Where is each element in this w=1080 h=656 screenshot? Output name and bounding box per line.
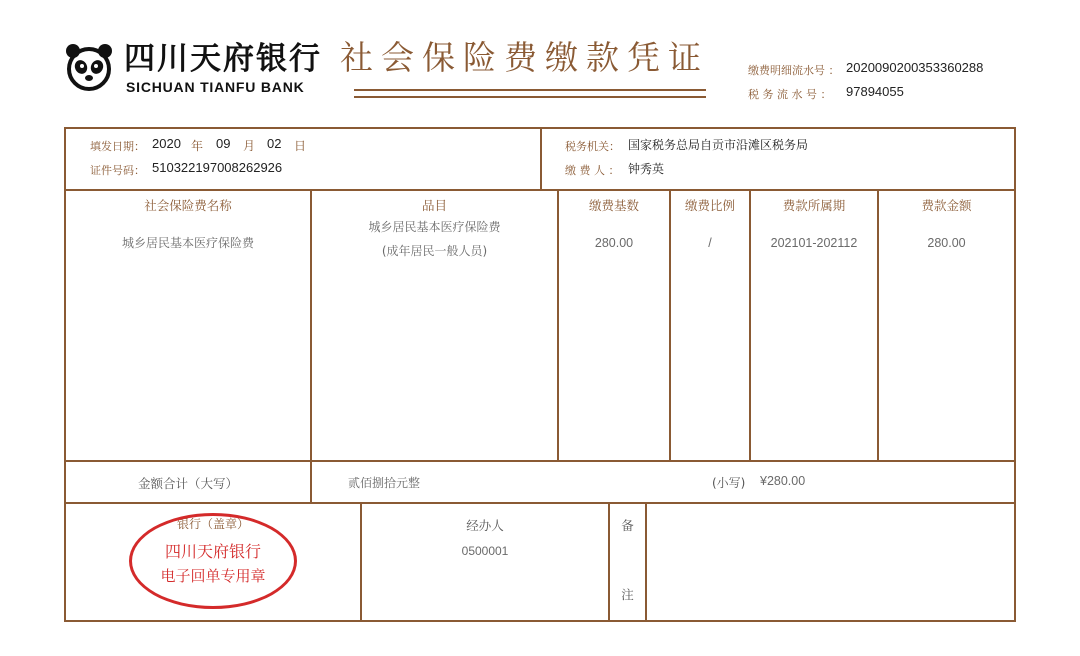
fill-date-year: 2020	[152, 136, 181, 151]
fill-date-label: 填发日期：	[90, 140, 145, 153]
row-period: 202101-202112	[770, 236, 858, 250]
remark-label-1: 备	[621, 518, 634, 533]
bank-name-cn: 四川天府银行	[124, 41, 322, 77]
col-header-amount: 费款金额	[921, 198, 972, 213]
day-unit: 日	[294, 139, 307, 153]
detail-serial-label: 缴费明细流水号 ：	[748, 64, 840, 77]
col-header-item: 品目	[421, 198, 447, 213]
row-ratio: /	[708, 236, 712, 250]
title-underline-1	[354, 89, 706, 91]
bank-seal-label: 银行（盖章）	[176, 517, 249, 531]
col-divider-4	[749, 189, 751, 460]
total-label: 金额合计（大写）	[137, 476, 238, 491]
stamp-line-2: 电子回单专用章	[160, 567, 266, 585]
col-header-base: 缴费基数	[588, 198, 639, 213]
col-header-name: 社会保险费名称	[144, 198, 232, 213]
year-unit: 年	[191, 139, 204, 153]
tax-serial-label: 税 务 流 水 号 ：	[748, 88, 832, 101]
fill-date-month: 09	[216, 136, 231, 151]
bank-name-en: SICHUAN TIANFU BANK	[126, 79, 305, 95]
bank-electronic-seal	[129, 513, 297, 609]
footer-divider-3	[645, 502, 647, 622]
row-insurance-name: 城乡居民基本医疗保险费	[121, 236, 254, 250]
divider-info	[64, 189, 1016, 191]
handler-value: 0500001	[461, 544, 509, 558]
id-number-value: 510322197008262926	[152, 160, 283, 175]
divider-info-middle	[540, 127, 542, 189]
tax-office-value: 国家税务总局自贡市沿滩区税务局	[628, 138, 809, 152]
divider-total	[64, 460, 1016, 462]
col-header-ratio: 缴费比例	[684, 198, 735, 213]
total-small-label: (小写)	[712, 476, 746, 490]
remark-label-2: 注	[621, 587, 634, 602]
month-unit: 月	[243, 139, 256, 153]
total-small-value: ¥280.00	[760, 474, 806, 488]
id-number-label: 证件号码：	[90, 164, 145, 177]
tax-serial-value: 97894055	[846, 84, 904, 99]
col-divider-2	[557, 189, 559, 460]
title-underline-2	[354, 96, 706, 98]
divider-footer	[64, 502, 1016, 504]
row-item-line2: (成年居民一般人员)	[381, 244, 488, 258]
document-title: 社会保险费缴款凭证	[340, 38, 709, 77]
row-item-line1: 城乡居民基本医疗保险费	[368, 220, 501, 234]
payer-label: 缴 费 人 ：	[565, 164, 620, 177]
tax-office-label: 税务机关：	[565, 140, 620, 153]
row-amount: 280.00	[927, 236, 966, 250]
row-base: 280.00	[594, 236, 634, 250]
handler-label: 经办人	[466, 518, 504, 533]
detail-serial-value: 2020090200353360288	[846, 60, 984, 75]
col-header-period: 费款所属期	[782, 198, 846, 213]
fill-date-day: 02	[267, 136, 282, 151]
panda-logo-icon	[64, 42, 114, 92]
payer-value: 钟秀英	[628, 162, 665, 176]
stamp-line-1: 四川天府银行	[164, 542, 261, 561]
col-divider-5	[877, 189, 879, 460]
total-uppercase: 贰佰捌拾元整	[348, 476, 421, 490]
col-divider-3	[669, 189, 671, 460]
